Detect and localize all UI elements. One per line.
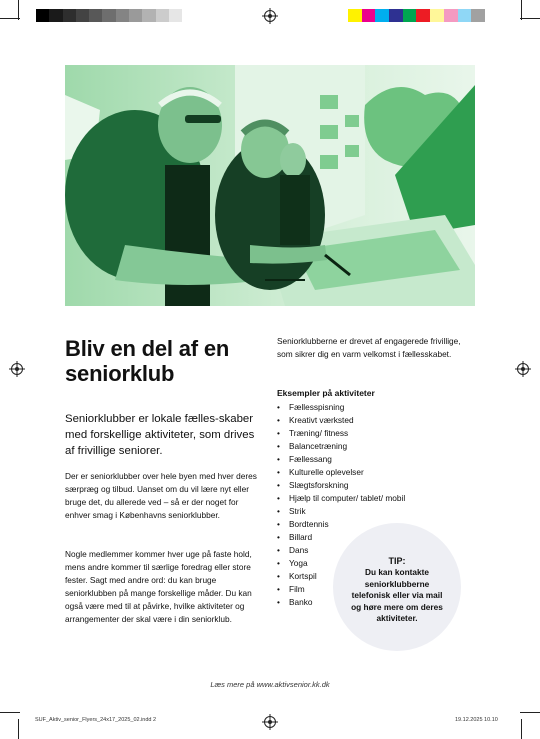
color-swatch [458,9,472,22]
activity-item: • Hjælp til computer/ tablet/ mobil [277,492,405,505]
tip-text: Du kan kontakte seniorklubberne telefonisk eller via mail og høre mere om deres aktiviteter. [351,567,443,623]
slug-date: 19.12.2025 10.10 [455,717,498,723]
crop-mark [18,0,19,20]
activities-heading: Eksempler på aktiviteter [277,388,375,398]
color-swatch [348,9,362,22]
activity-item: • Kreativt værksted [277,414,405,427]
tip-circle [333,523,461,651]
registration-mark-left [11,363,23,375]
activity-item: • Strik [277,505,405,518]
hero-photo [65,65,475,306]
seniors-grilling-illustration [65,65,475,306]
color-swatch [142,9,155,22]
slug-filename: SUF_Aktiv_senior_Flyers_24x17_2025_02.indd 2 [35,717,157,723]
activity-item: • Dans [277,544,405,557]
crop-mark [521,719,522,739]
registration-mark-bottom [264,716,276,728]
crop-mark [0,712,20,713]
activity-item: • Balancetræning [277,440,405,453]
color-swatch [36,9,49,22]
gray-calibration-bar [36,9,196,22]
footer-link[interactable]: Læs mere på www.aktivsenior.kk.dk [210,680,330,689]
color-calibration-bar [348,9,485,22]
crop-mark [0,18,20,19]
activity-item: • Yoga [277,557,405,570]
activity-item: • Film [277,583,405,596]
registration-mark-right [517,363,529,375]
color-swatch [63,9,76,22]
color-swatch [362,9,376,22]
color-swatch [169,9,182,22]
color-swatch [116,9,129,22]
headline: Bliv en del af en seniorklub [65,336,230,386]
color-swatch [102,9,115,22]
color-swatch [182,9,195,22]
activity-item: • Billard [277,531,405,544]
activity-item: • Fællesspisning [277,401,405,414]
color-swatch [76,9,89,22]
activity-item: • Bordtennis [277,518,405,531]
color-swatch [444,9,458,22]
crop-mark [521,0,522,20]
activity-item: • Slægtsforskning [277,479,405,492]
crop-mark [520,18,540,19]
crop-mark [18,719,19,739]
color-swatch [129,9,142,22]
activity-item: • Træning/ fitness [277,427,405,440]
body-paragraph-1: Der er seniorklubber over hele byen med hver deres særpræg og tilbud. Uanset om du vil lære nyt eller bruge det, du allerede ved – så er der noget for enhver smag i Københavns seniorklubber. [65,471,257,520]
registration-mark-top [264,10,276,22]
color-swatch [156,9,169,22]
body-paragraph-2: Nogle medlemmer kommer hver uge på faste hold, mens andre kommer til særlige foredrag eller store fester. Sagt med andre ord: du kan bruge seniorklubben på mange forskellige måder. Du kan også være med til at påvirke, hvilke aktiviteter og arrangementer der skal være i din seniorklub. [65,549,252,624]
color-swatch [403,9,417,22]
tip-label: TIP: [388,556,406,566]
color-swatch [89,9,102,22]
activity-item: • Kortspil [277,570,405,583]
color-swatch [389,9,403,22]
color-swatch [49,9,62,22]
activity-item: • Fællessang [277,453,405,466]
color-swatch [375,9,389,22]
color-swatch [471,9,485,22]
activity-item: • Kulturelle oplevelser [277,466,405,479]
crop-mark [520,712,540,713]
intro-paragraph: Seniorklubber er lokale fælles-skaber med forskellige aktiviteter, som drives af frivillige seniorer. [65,413,255,457]
color-swatch [416,9,430,22]
volunteers-paragraph: Seniorklubberne er drevet af engagerede frivillige, som sikrer dig en varm velkomst i fællesskabet. [277,336,461,359]
activity-item: • Banko [277,596,405,609]
color-swatch [430,9,444,22]
